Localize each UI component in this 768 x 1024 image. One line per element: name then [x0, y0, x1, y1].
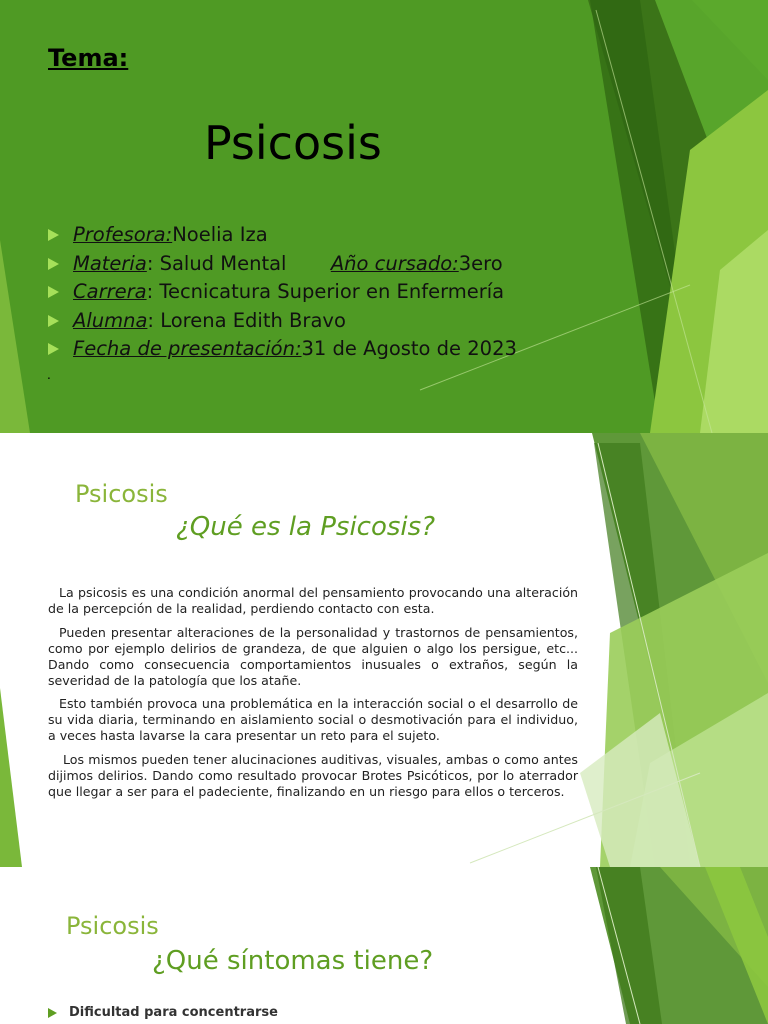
slide-subtitle: ¿Qué es la Psicosis? [176, 512, 435, 542]
list-item [48, 1005, 278, 1020]
student-value: : Lorena Edith Bravo [147, 308, 346, 332]
list-item [48, 278, 517, 307]
bullet-arrow-icon [48, 258, 59, 270]
paragraph: Los mismos pueden tener alucinaciones auditivas, visuales, ambas o como antes dijimos delirios. Dando como resultado provocar Brotes Psicóticos, por lo aterrador que llegar a ser para el padeciente, finalizando en un riesgo para ellos o terceros. [48, 752, 578, 799]
paragraph: Pueden presentar alteraciones de la personalidad y trastornos de pensamientos, como por ejemplo delirios de grandeza, de que alguien o algo los persigue, etc... Dando como consecuencia comportamientos inusuales o extraños, según la severidad de la patología que los atañe. [48, 624, 578, 688]
list-item [48, 307, 517, 336]
symptom-text: Dificultad para concentrarse [69, 1005, 278, 1020]
list-item [48, 250, 517, 279]
bullet-arrow-icon [48, 229, 59, 241]
slide-subtitle: ¿Qué síntomas tiene? [152, 946, 434, 976]
definition-slide [0, 433, 768, 867]
presentation-title: Psicosis [204, 116, 382, 170]
subject-label: Materia [73, 251, 147, 275]
bullet-arrow-icon [48, 343, 59, 355]
subject-value: : Salud Mental [146, 251, 287, 275]
topic-label: Tema: [48, 44, 129, 72]
paragraph: La psicosis es una condición anormal del pensamiento provocando una alteración de la percepción de la realidad, perdiendo contacto con esta. [48, 585, 578, 616]
stray-dot: . [47, 368, 51, 382]
slide-title: Psicosis [75, 480, 168, 508]
symptoms-slide [0, 867, 768, 1024]
bullet-arrow-icon [48, 1008, 57, 1018]
career-value: : Tecnicatura Superior en Enfermería [146, 280, 505, 304]
bullet-arrow-icon [48, 315, 59, 327]
list-item [48, 335, 517, 364]
student-label: Alumna [73, 308, 148, 332]
list-item [48, 221, 517, 250]
date-value: 31 de Agosto de 2023 [301, 337, 517, 361]
symptom-list [48, 1005, 278, 1020]
teacher-label: Profesora: [73, 223, 173, 247]
paragraph: Esto también provoca una problemática en la interacción social o el desarrollo de su vida diaria, terminando en aislamiento social o desmotivación para el individuo, a veces hasta lavarse la cara presentar un reto para el sujeto. [48, 696, 578, 744]
year-value: 3ero [458, 251, 503, 275]
bullet-arrow-icon [48, 286, 59, 298]
career-label: Carrera [73, 280, 147, 304]
title-slide [0, 0, 768, 433]
date-label: Fecha de presentación: [73, 337, 302, 361]
slide-title: Psicosis [66, 912, 159, 940]
year-label: Año cursado: [330, 251, 459, 275]
teacher-value: Noelia Iza [172, 223, 268, 247]
info-bullet-list [48, 221, 517, 364]
definition-paragraphs [48, 585, 578, 808]
